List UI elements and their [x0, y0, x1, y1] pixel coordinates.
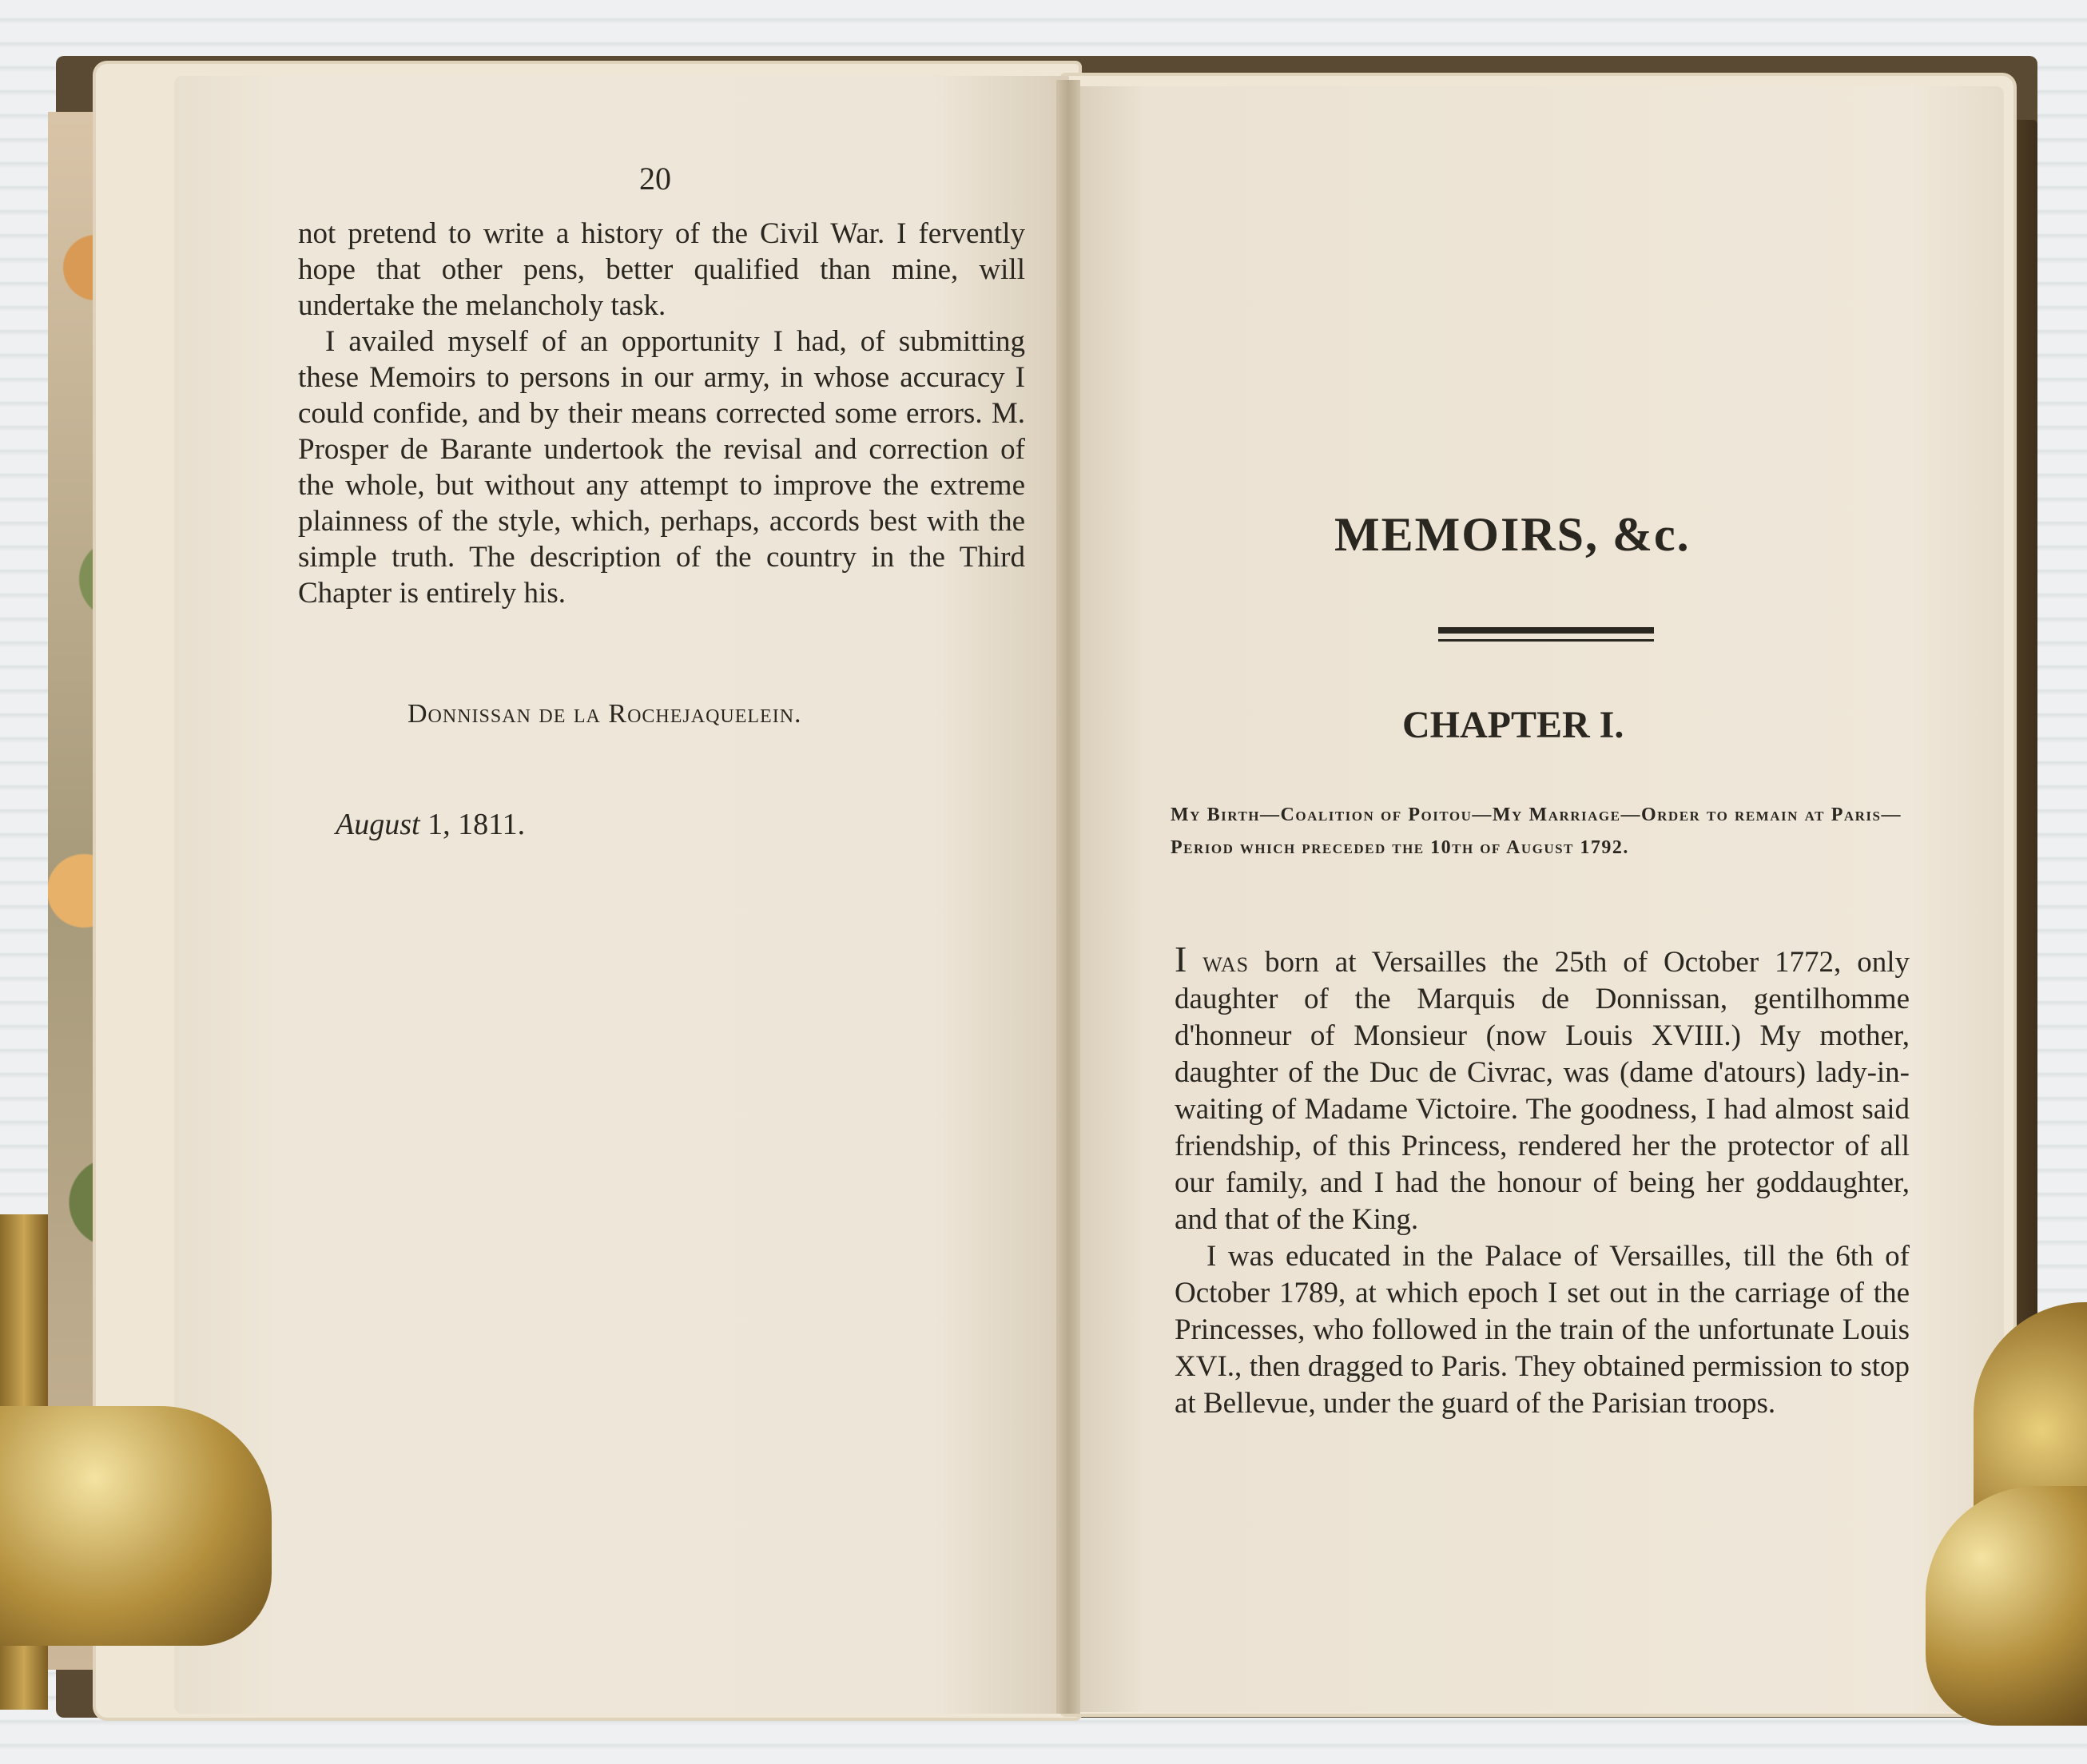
title-rule-thin — [1438, 639, 1654, 642]
left-paragraph-2: I availed myself of an opportunity I had, of submitting these Memoirs to persons in our army, in whose accuracy I could confide, and by their means corrected some errors. M. Prosper de Barante undertook the revisal and correction of the whole, but without any attempt to improve the extreme plainness of the style, which, perhaps, accords best with the simple truth. The description of the country in the Third Chapter is entirely his. — [298, 325, 1025, 610]
initial-letter: I — [1175, 939, 1187, 979]
right-paragraph-2: I was educated in the Palace of Versailles, till the 6th of October 1789, at which epoch I set out in the carriage of the Princesses, who followed in the train of the unfortunate Louis XVI., then dragged to Paris. They obtained permission to stop at Bellevue, under the guard of the Parisian troops. — [1175, 1240, 1910, 1420]
date-month: August — [336, 808, 420, 841]
right-paragraph-1 — [1175, 941, 1910, 1238]
chapter-summary: My Birth—Coalition of Poitou—My Marriage—Order to remain at Paris—Period which preceded the 10th of August 1792. — [1171, 805, 1902, 858]
chapter-heading: CHAPTER I. — [1402, 704, 1624, 746]
brass-holder-left — [0, 1406, 272, 1646]
book-gutter — [1056, 80, 1080, 1714]
right-paragraph-1-text: born at Versailles the 25th of October 1772, only daughter of the Marquis de Donnissan, gentilhomme d'honneur of Monsieur (now Louis XVIII.) My mother, daughter of the Duc de Civrac, was (dame d'atours) lady-in-waiting of Madame Victoire. The goodness, I had almost said friendship, of this Princess, rendered her the protector of all our family, and I had the honour of being her goddaughter, and that of the King. — [1175, 946, 1910, 1236]
left-paragraph-1: not pretend to write a history of the Civil War. I fervently hope that other pens, better qualified than mine, will undertake the melancholy task. — [298, 217, 1025, 322]
date-day-year: 1, 1811. — [427, 808, 526, 841]
book-title: MEMOIRS, &c. — [1334, 508, 1691, 561]
page-number: 20 — [639, 161, 671, 197]
left-page-body — [298, 216, 1025, 611]
title-rule-thick — [1438, 627, 1654, 634]
bleed-through-left — [298, 671, 1025, 1510]
opening-word: was — [1203, 946, 1250, 979]
right-page-body — [1175, 941, 1910, 1422]
author-signature: Donnissan de la Rochejaquelein. — [407, 699, 802, 729]
